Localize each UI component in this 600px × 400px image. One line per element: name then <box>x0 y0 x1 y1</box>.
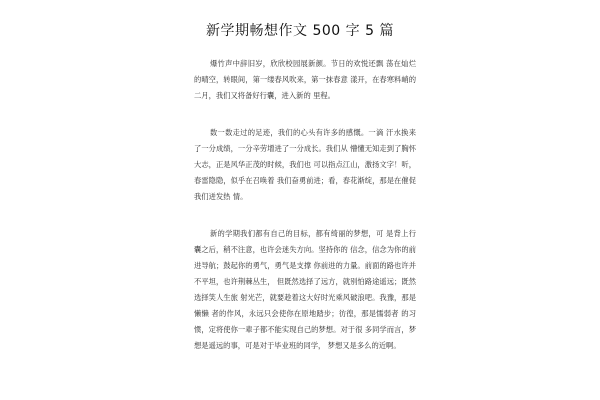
paragraph-1: 爆竹声中辞旧岁，欣欣校园展新颜。节日的欢悦还飘 荡在灿烂的晴空，转眼间，第一缕春风吹来，第一抹春意 漾开，在春寒料峭的二月，我们又将备好行囊，进入新的 里程。 <box>194 59 416 100</box>
document-body <box>194 56 416 354</box>
paragraph-3: 新的学期我们都有自己的目标，都有绮丽的梦想，可 是背上行囊之后，稍不注意，也许会迷失方向。坚持你的 信念，信念为你的前进导航；鼓起你的勇气，勇气是支撑 你前进的力量。前面的路也许并不平坦，也许荆棘丛生， 但既然选择了远方，就别怕路途遥远；既然选择笑人生旅 射光芒，就要趁着这大好时光乘风破浪吧。我豫，那是懒懒 者的作风，永远只会使你在原地踏步；彷徨，那是懦弱者 的习惯，定将使你一辈子都不能实现自己的梦想。对于很 多同学而言，梦想是遥远的事，可是对于毕业班的同学， 梦想又是多么的近啊。 <box>194 229 416 350</box>
paragraph-2: 数一数走过的足迹，我们的心头有许多的感慨。一滴 汗水换来了一分成绩，一分辛劳增进了一分成长。我们从 懵懂无知走到了胸怀大志，正是风华正茂的时候，我们也 可以指点江山，激扬文字！听，春雷隐隐，似乎在召唤着 我们奋勇前进；看，春花渐绽，那是在催促我们迸发热 情。 <box>194 128 416 201</box>
document-title: 新学期畅想作文 500 字 5 篇 <box>206 23 394 39</box>
